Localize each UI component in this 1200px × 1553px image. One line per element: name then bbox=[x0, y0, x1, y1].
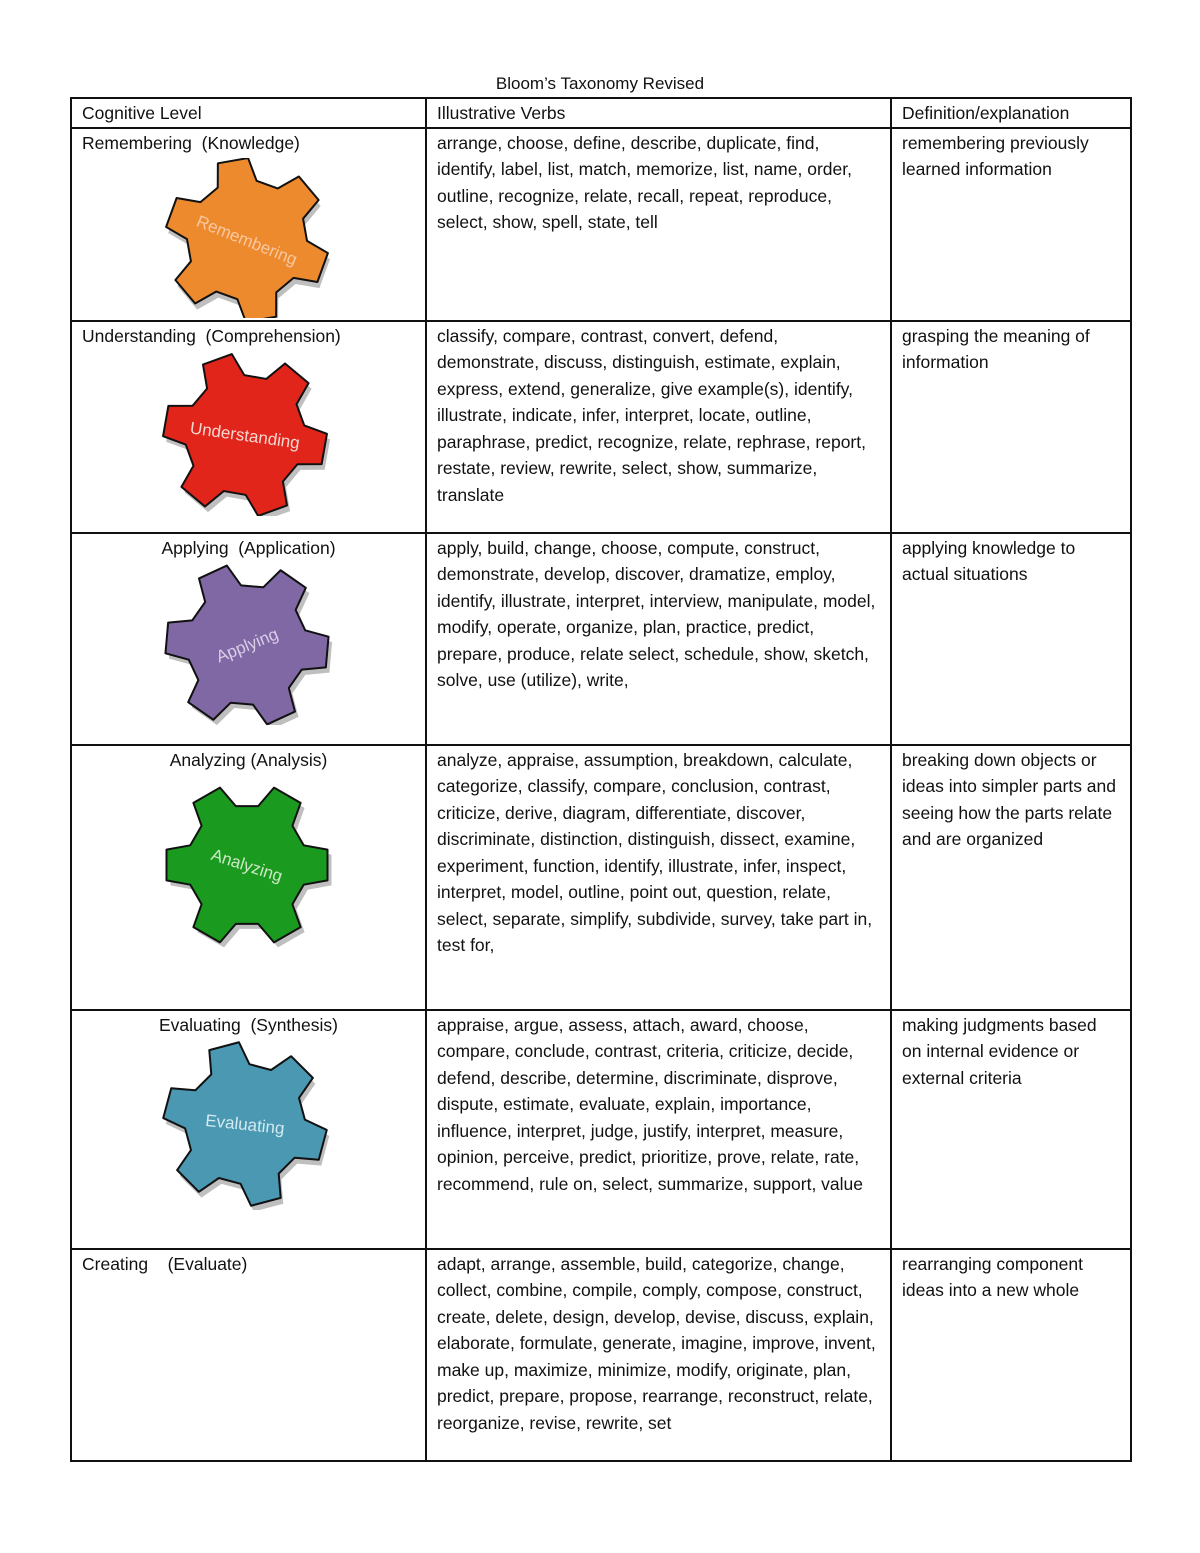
table-header-row bbox=[71, 98, 1131, 128]
blue-gear-icon bbox=[157, 1040, 337, 1210]
header-illustrative-verbs: Illustrative Verbs bbox=[426, 98, 891, 128]
gear-label: Remembering bbox=[193, 211, 300, 270]
level-cell bbox=[71, 745, 426, 1010]
level-cell bbox=[71, 1249, 426, 1461]
level-name: Applying (Application) bbox=[161, 537, 336, 558]
definition-cell bbox=[891, 128, 1131, 321]
level-name: Creating (Evaluate) bbox=[82, 1253, 248, 1274]
definition-cell bbox=[891, 533, 1131, 745]
verbs-cell bbox=[426, 1249, 891, 1461]
level-name: Understanding (Comprehension) bbox=[82, 325, 341, 346]
verbs-cell bbox=[426, 533, 891, 745]
definition-text: rearranging component ideas into a new whole bbox=[902, 1253, 1083, 1300]
verbs-cell bbox=[426, 745, 891, 1010]
gear-label: Applying bbox=[213, 624, 281, 667]
definition-text: grasping the meaning of information bbox=[902, 325, 1090, 372]
verbs-cell bbox=[426, 1010, 891, 1249]
illustrative-verbs: appraise, argue, assess, attach, award, choose, compare, conclude, contrast, criteria, criticize, decide, defend, describe, determine, discriminate, disprove, dispute, estimate, evaluate, explain, importance, influence, interpret, judge, justify, interpret, measure, opinion, perceive, predict, prioritize, prove, relate, rate, recommend, rule on, select, summarize, support, value bbox=[437, 1014, 864, 1194]
definition-text: remembering previously learned information bbox=[902, 132, 1089, 179]
level-name: Remembering (Knowledge) bbox=[82, 132, 300, 153]
level-cell bbox=[71, 321, 426, 533]
illustrative-verbs: apply, build, change, choose, compute, construct, demonstrate, develop, discover, dramatize, employ, identify, illustrate, interpret, interview, manipulate, model, modify, operate, organize, plan, practice, predict, prepare, produce, relate select, schedule, show, sketch, solve, use (utilize), write, bbox=[437, 537, 876, 690]
table-row-creating bbox=[71, 1249, 1131, 1461]
document-title: Bloom’s Taxonomy Revised bbox=[495, 74, 705, 93]
definition-cell bbox=[891, 1249, 1131, 1461]
definition-cell bbox=[891, 745, 1131, 1010]
table-row-understanding bbox=[71, 321, 1131, 533]
level-name: Evaluating (Synthesis) bbox=[159, 1014, 338, 1035]
table-row-analyzing bbox=[71, 745, 1131, 1010]
level-cell bbox=[71, 533, 426, 745]
header-definition: Definition/explanation bbox=[891, 98, 1131, 128]
verbs-cell bbox=[426, 321, 891, 533]
green-gear-icon bbox=[157, 779, 337, 954]
table-row-evaluating bbox=[71, 1010, 1131, 1249]
definition-cell bbox=[891, 321, 1131, 533]
definition-cell bbox=[891, 1010, 1131, 1249]
table-row-remembering bbox=[71, 128, 1131, 321]
purple-gear-icon bbox=[157, 563, 337, 725]
definition-text: breaking down objects or ideas into simpler parts and seeing how the parts relate and are organized bbox=[902, 749, 1116, 849]
taxonomy-table bbox=[70, 97, 1132, 1462]
definition-text: making judgments based on internal evidence or external criteria bbox=[902, 1014, 1097, 1088]
table-row-applying bbox=[71, 533, 1131, 745]
level-name: Analyzing (Analysis) bbox=[169, 749, 328, 770]
illustrative-verbs: analyze, appraise, assumption, breakdown, calculate, categorize, classify, compare, conclusion, contrast, criticize, derive, diagram, differentiate, discover, discriminate, distinction, distinguish, dissect, examine, experiment, function, identify, illustrate, infer, inspect, interpret, model, outline, point out, question, relate, select, separate, simplify, subdivide, survey, take part in, test for, bbox=[437, 749, 873, 955]
gear-label: Evaluating bbox=[204, 1110, 286, 1139]
gear-label: Analyzing bbox=[208, 845, 285, 886]
level-cell bbox=[71, 1010, 426, 1249]
definition-text: applying knowledge to actual situations bbox=[902, 537, 1076, 584]
illustrative-verbs: adapt, arrange, assemble, build, categorize, change, collect, combine, compile, comply, compose, construct, create, delete, design, develop, devise, discuss, explain, elaborate, formulate, generate, imagine, improve, invent, make up, maximize, minimize, modify, originate, plan, predict, prepare, propose, rearrange, reconstruct, relate, reorganize, revise, rewrite, set bbox=[437, 1253, 876, 1433]
orange-gear-icon bbox=[157, 158, 337, 318]
illustrative-verbs: classify, compare, contrast, convert, defend, demonstrate, discuss, distinguish, estimate, explain, express, extend, generalize, give example(s), identify, illustrate, indicate, infer, interpret, locate, outline, paraphrase, predict, recognize, relate, rephrase, report, restate, review, rewrite, select, show, summarize, translate bbox=[437, 325, 866, 505]
gear-label: Understanding bbox=[188, 418, 302, 453]
red-gear-icon bbox=[157, 351, 337, 516]
illustrative-verbs: arrange, choose, define, describe, duplicate, find, identify, label, list, match, memorize, list, name, order, outline, recognize, relate, recall, repeat, reproduce, select, show, spell, state, tell bbox=[437, 132, 852, 232]
header-cognitive-level: Cognitive Level bbox=[71, 98, 426, 128]
level-cell bbox=[71, 128, 426, 321]
verbs-cell bbox=[426, 128, 891, 321]
